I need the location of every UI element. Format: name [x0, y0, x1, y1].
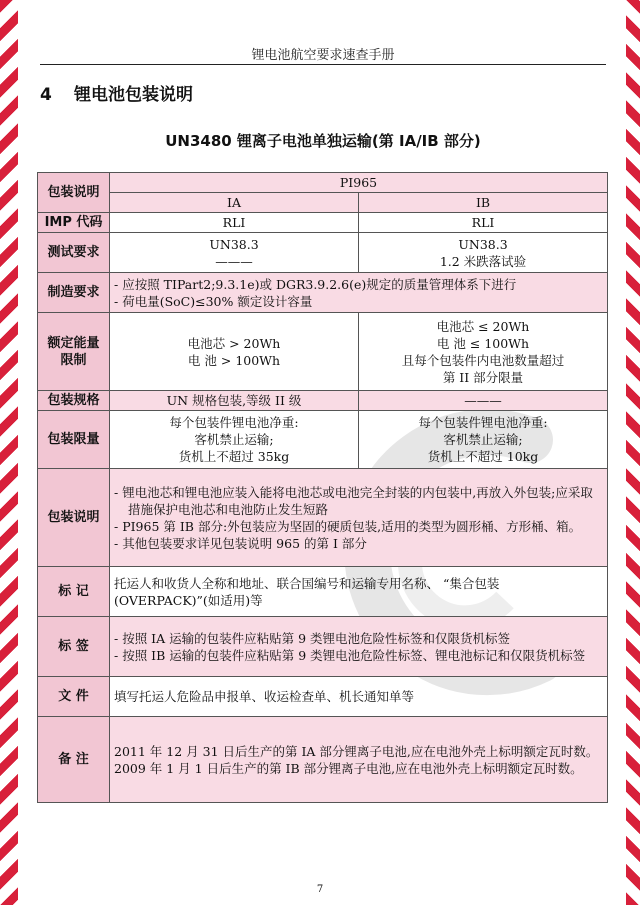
packing-table — [37, 172, 608, 803]
documents-label: 文 件 — [38, 677, 110, 717]
energy-ib-line: 电池芯 ≤ 20Wh — [436, 318, 530, 334]
package-limit-ib — [359, 411, 608, 469]
test-requirement-label: 测试要求 — [38, 233, 110, 273]
manufacturing-item: - 荷电量(SoC)≤30% 额定设计容量 — [114, 293, 313, 309]
manufacturing-item: - 应按照 TIPart2;9.3.1e)或 DGR3.9.2.6(e)规定的质量管理体系下进行 — [114, 276, 517, 292]
packaging-description-label: 包装说明 — [38, 469, 110, 567]
energy-ib-line: 电 池 ≤ 100Wh — [436, 335, 530, 351]
test-ib-line: UN38.3 — [458, 236, 508, 252]
marking-label: 标 记 — [38, 567, 110, 617]
test-requirement-ia — [110, 233, 359, 273]
package-spec-ib: ——— — [359, 391, 608, 411]
remark-item: 2011 年 12 月 31 日后生产的第 IA 部分锂离子电池,应在电池外壳上标明额定瓦时数。 — [114, 743, 599, 759]
energy-limit-ib — [359, 313, 608, 391]
right-hazard-stripe — [626, 0, 640, 905]
label-requirement-label: 标 签 — [38, 617, 110, 677]
description-item: - PI965 第 IB 部分:外包装应为坚固的硬质包装,适用的类型为圆形桶、方形桶、箱。 — [114, 518, 582, 534]
limit-ib-line: 货机上不超过 10kg — [427, 449, 539, 464]
remarks-label: 备 注 — [38, 717, 110, 803]
table-title: UN3480 锂离子电池单独运输(第 IA/IB 部分) — [165, 132, 481, 150]
section-number: 4 — [40, 85, 52, 105]
manufacturing-label: 制造要求 — [38, 273, 110, 313]
manufacturing-requirements — [110, 273, 608, 313]
limit-ia-line: 每个包装件锂电池净重: — [169, 415, 299, 430]
label-requirements — [110, 617, 608, 677]
limit-ib-line: 每个包装件锂电池净重: — [418, 415, 548, 430]
energy-ia-line: 电池芯 > 20Wh — [187, 335, 281, 351]
page-number: 7 — [316, 884, 324, 895]
limit-ib-line: 客机禁止运输; — [443, 432, 523, 447]
package-spec-label: 包装规格 — [38, 391, 110, 411]
column-ia: IA — [110, 193, 359, 213]
marking-text: 托运人和收货人全称和地址、联合国编号和运输专用名称、 “集合包装(OVERPACK)”(如适用)等 — [110, 567, 608, 617]
limit-ia-line: 货机上不超过 35kg — [178, 449, 290, 464]
label-item: - 按照 IB 运输的包装件应粘贴第 9 类锂电池危险性标签、锂电池标记和仅限货机标签 — [114, 647, 586, 663]
description-item: - 其他包装要求详见包装说明 965 的第 I 部分 — [114, 535, 367, 551]
remarks-text — [110, 717, 608, 803]
packing-instruction-label: 包装说明 — [38, 173, 110, 213]
test-ia-line: UN38.3 — [209, 236, 259, 252]
energy-ia-line: 电 池 > 100Wh — [187, 352, 281, 368]
packaging-description — [110, 469, 608, 567]
energy-limit-label — [38, 313, 110, 391]
documents-text: 填写托运人危险品申报单、收运检查单、机长通知单等 — [110, 677, 608, 717]
remark-item: 2009 年 1 月 1 日后生产的第 IB 部分锂离子电池,应在电池外壳上标明额定瓦时数。 — [114, 760, 583, 776]
imp-code-ib: RLI — [359, 213, 608, 233]
section-title: 锂电池包装说明 — [74, 85, 193, 105]
energy-ib-line: 第 II 部分限量 — [442, 369, 524, 385]
imp-code-label: IMP 代码 — [38, 213, 110, 233]
description-item: - 锂电池芯和锂电池应装入能将电池芯或电池完全封装的内包装中,再放入外包装;应采取措施保护电池芯和电池防止发生短路 — [114, 484, 593, 517]
package-spec-ia: UN 规格包装,等级 II 级 — [110, 391, 359, 411]
test-ia-line: ——— — [215, 253, 253, 269]
left-hazard-stripe — [0, 0, 18, 905]
package-limit-ia — [110, 411, 359, 469]
imp-code-ia: RLI — [110, 213, 359, 233]
energy-label-line: 限制 — [60, 352, 87, 368]
energy-limit-ia — [110, 313, 359, 391]
pi-code: PI965 — [110, 173, 608, 193]
label-item: - 按照 IA 运输的包装件应粘贴第 9 类锂电池危险性标签和仅限货机标签 — [114, 630, 511, 646]
test-requirement-ib — [359, 233, 608, 273]
test-ib-line: 1.2 米跌落试验 — [439, 253, 527, 269]
limit-ia-line: 客机禁止运输; — [194, 432, 274, 447]
package-limit-label: 包装限量 — [38, 411, 110, 469]
column-ib: IB — [359, 193, 608, 213]
running-header: 锂电池航空要求速查手册 — [251, 48, 395, 63]
energy-label-line: 额定能量 — [47, 335, 100, 351]
header-rule — [40, 64, 606, 65]
energy-ib-line: 且每个包装件内电池数量超过 — [401, 352, 565, 368]
section-heading — [40, 80, 193, 105]
